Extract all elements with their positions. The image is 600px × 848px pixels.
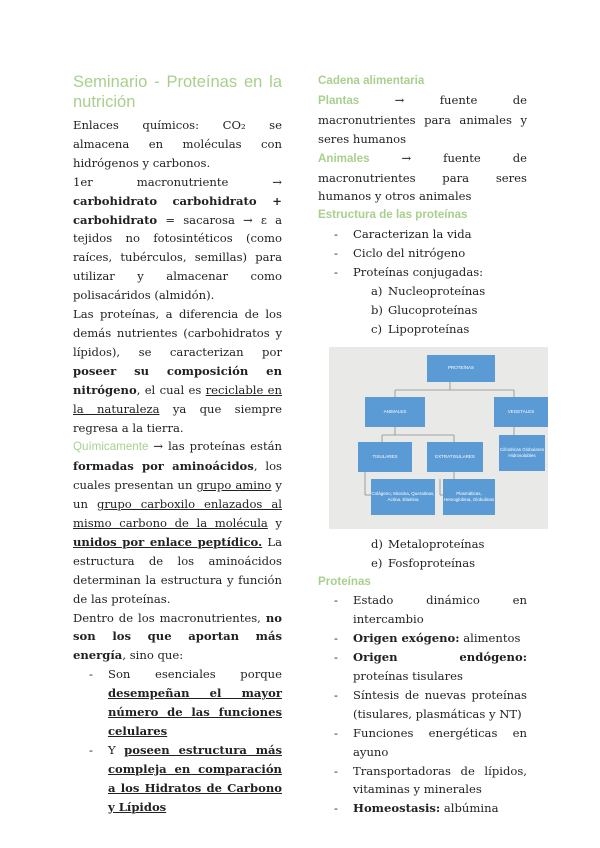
diagram-leaf-tisulares: Colágeno, Miosina, Queratinas, Actina, Elastina <box>371 479 435 515</box>
list-item: - Origen endógeno: proteínas tisulares <box>334 650 527 684</box>
conjugated-list-b <box>318 535 527 573</box>
proteins-list <box>318 591 527 818</box>
list-item: - Proteínas conjugadas: <box>334 265 484 280</box>
list-item: - Y poseen estructura más compleja en comparación a los Hidratos de Carbono y Lípidos <box>89 742 282 814</box>
conjugated-list-a <box>318 282 527 339</box>
page-title: Seminario - Proteínas en la nutrición <box>73 73 282 111</box>
paragraph-proteinas: Las proteínas, a diferencia de los demás nutrientes (carbohidratos y lípidos), se caracterizan por poseer su composición en nitrógeno, el cual es reciclable en la naturaleza ya que siempre regresa a la tierra. <box>73 307 283 435</box>
diagram-node-vegetales-detail: Cilíndricas Globulares Hidrosolubles <box>499 435 545 471</box>
heading-estructura: Estructura de las proteínas <box>318 208 468 222</box>
paragraph-animales: Animales → fuente de macronutrientes para seres humanos y otros animales <box>318 150 527 204</box>
list-item: - Funciones energéticas en ayuno <box>334 725 527 759</box>
paragraph-enlaces: Enlaces químicos: CO₂ se almacena en moléculas con hidrógenos y carbonos. <box>73 118 282 170</box>
left-column <box>73 72 282 817</box>
paragraph-plantas: Plantas → fuente de macronutrientes para animales y seres humanos <box>318 92 527 146</box>
paragraph-quimicamente: Químicamente → las proteínas están formadas por aminoácidos, los cuales presentan un grupo amino y un grupo carboxilo enlazados al mismo carbono de la molécula y unidos por enlace peptídico. La estructura de los aminoácidos determinan la estructura y función de las proteínas. <box>73 439 282 606</box>
right-column <box>318 72 545 818</box>
paragraph-carbohidrato: 1er macronutriente → carbohidrato carbohidrato + carbohidrato = sacarosa → ε a tejidos no fotosintéticos (como raíces, tubérculos, semillas) para utilizar y almacenar como polisacáridos (almidón). <box>73 174 282 303</box>
list-item: - Origen exógeno: alimentos <box>334 631 521 646</box>
protein-classification-diagram <box>329 347 548 529</box>
list-item: b) Glucoproteínas <box>371 302 478 317</box>
list-item: - Ciclo del nitrógeno <box>334 246 466 261</box>
macronutrient-bullets <box>73 665 282 816</box>
list-item: e) Fosfoproteínas <box>371 555 476 570</box>
list-item: - Estado dinámico en intercambio <box>334 593 527 627</box>
structure-list <box>318 225 527 282</box>
diagram-node-vegetales: VEGETALES <box>494 397 548 427</box>
diagram-leaf-extratisulares: Plasmáticas, Hemoglobina, Globulinas <box>443 479 495 515</box>
list-item: - Son esenciales porque desempeñan el mayor número de las funciones celulares <box>89 667 282 738</box>
heading-proteinas: Proteínas <box>318 574 371 588</box>
heading-cadena: Cadena alimentaria <box>318 74 425 87</box>
list-item: - Homeostasis: albúmina <box>334 801 499 816</box>
paragraph-macronutrientes: Dentro de los macronutrientes, no son los que aportan más energía, sino que: <box>73 610 282 663</box>
list-item: a) Nucleoproteínas <box>371 283 486 298</box>
diagram-node-extratisulares: EXTRATISULARES <box>427 442 483 472</box>
list-item: - Síntesis de nuevas proteínas (tisulares, plasmáticas y NT) <box>334 687 527 721</box>
diagram-node-top: PROTEÍNAS <box>427 355 495 382</box>
diagram-node-animales: ANIMALES <box>365 397 425 427</box>
diagram-node-tisulares: TISULARES <box>358 442 412 472</box>
list-item: - Transportadoras de lípidos, vitaminas y minerales <box>334 763 527 797</box>
list-item: d) Metaloproteínas <box>371 536 485 551</box>
list-item: - Caracterizan la vida <box>334 227 472 242</box>
list-item: c) Lipoproteínas <box>371 321 470 336</box>
